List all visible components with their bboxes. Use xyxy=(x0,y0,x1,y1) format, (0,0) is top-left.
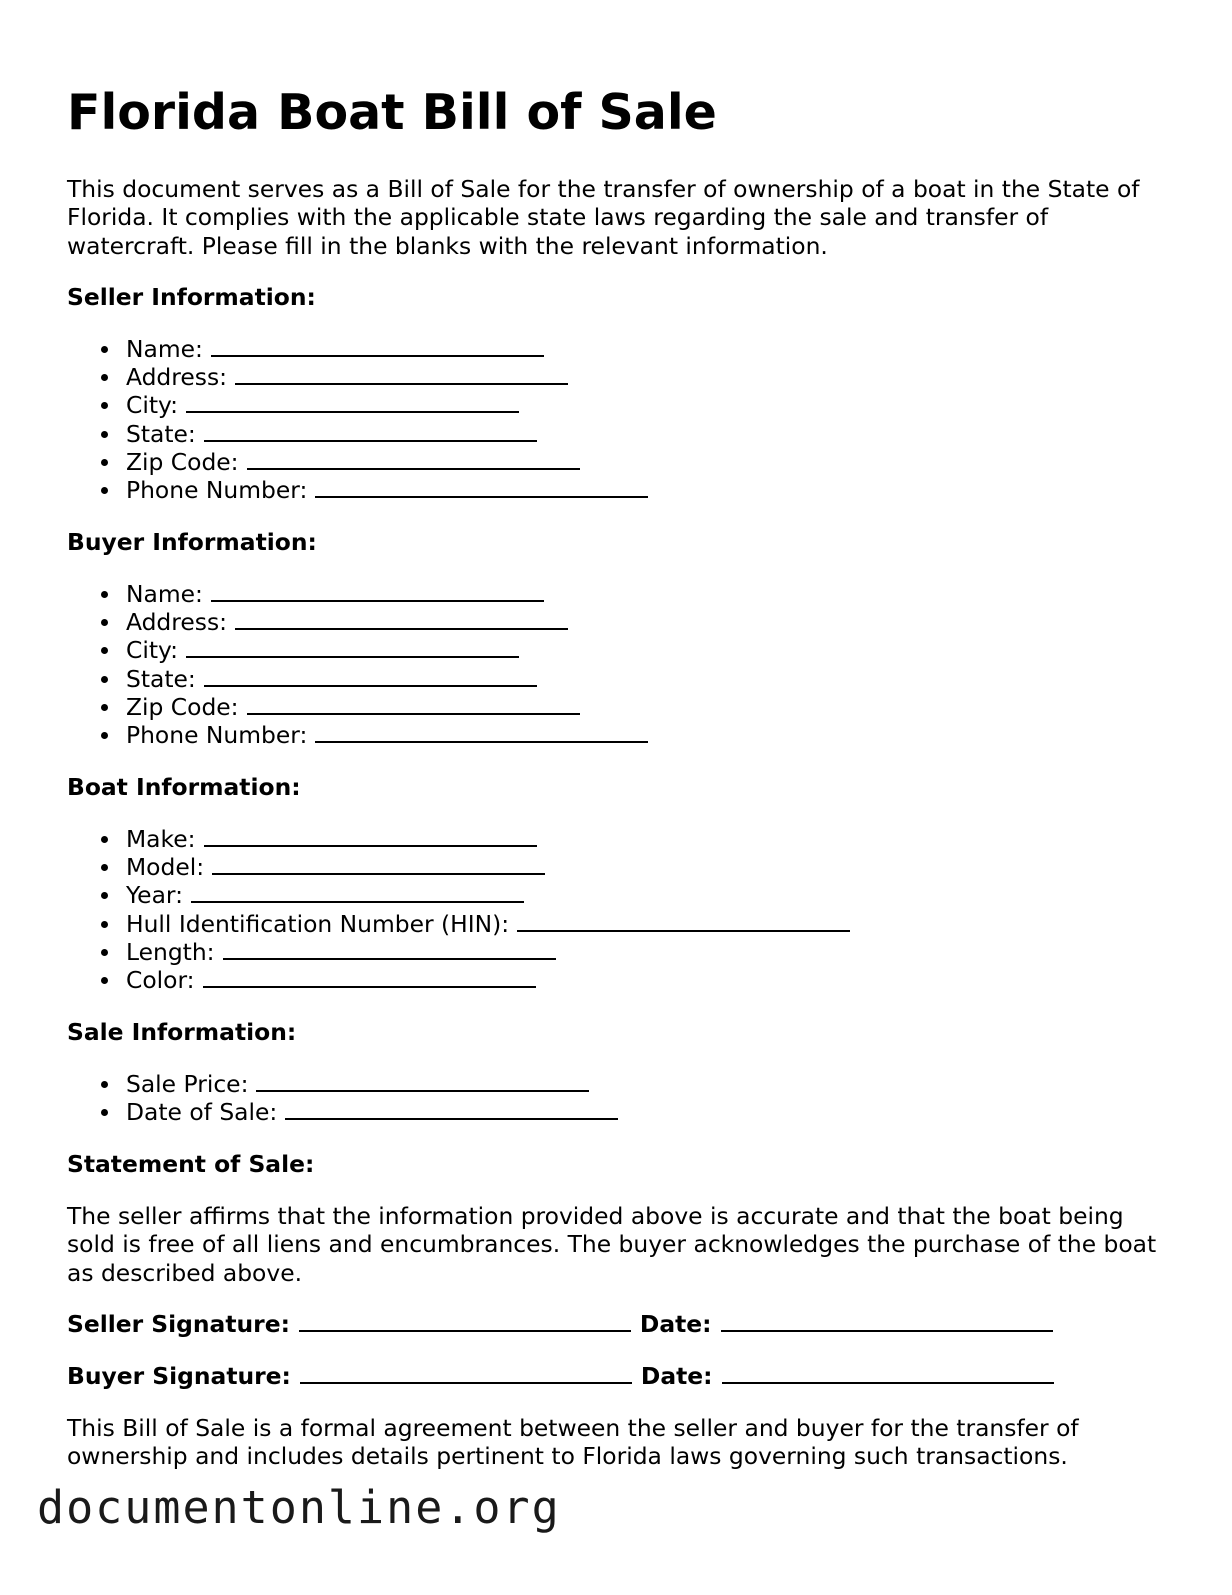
sale-field-list xyxy=(67,1070,618,1126)
field-label: Length: xyxy=(126,937,215,966)
seller-signature-row xyxy=(67,1310,1062,1338)
field-label: Address: xyxy=(126,363,228,392)
buyer-date-label: Date: xyxy=(640,1362,713,1390)
statement-section-heading: Statement of Sale: xyxy=(67,1150,315,1178)
seller-field-list xyxy=(67,335,648,504)
seller-address-blank[interactable] xyxy=(235,363,568,385)
field-label: Date of Sale: xyxy=(126,1098,278,1127)
boat-model-field xyxy=(67,853,850,881)
seller-city-field xyxy=(67,391,648,419)
seller-date-label: Date: xyxy=(639,1310,712,1338)
seller-section-heading: Seller Information: xyxy=(67,283,316,311)
boat-year-field xyxy=(67,881,850,909)
buyer-address-blank[interactable] xyxy=(235,608,568,630)
field-label: Name: xyxy=(126,580,203,608)
field-label: Year: xyxy=(126,881,183,910)
buyer-state-field xyxy=(67,665,648,693)
buyer-date-blank[interactable] xyxy=(722,1362,1054,1384)
field-label: Zip Code: xyxy=(126,447,239,476)
field-label: Phone Number: xyxy=(126,721,308,750)
boat-color-blank[interactable] xyxy=(203,966,536,988)
seller-zip-blank[interactable] xyxy=(247,448,580,470)
sale-section-heading: Sale Information: xyxy=(67,1018,297,1046)
buyer-zip-blank[interactable] xyxy=(247,693,580,715)
boat-length-blank[interactable] xyxy=(223,938,556,960)
buyer-field-list xyxy=(67,580,648,749)
boat-color-field xyxy=(67,966,850,994)
boat-make-blank[interactable] xyxy=(204,825,537,847)
seller-name-blank[interactable] xyxy=(211,335,544,357)
document-title: Florida Boat Bill of Sale xyxy=(67,84,717,141)
field-label: Hull Identification Number (HIN): xyxy=(126,909,510,938)
field-label: State: xyxy=(126,664,196,693)
boat-length-field xyxy=(67,938,850,966)
buyer-name-field xyxy=(67,580,648,608)
field-label: City: xyxy=(126,391,179,420)
watermark: documentonline.org xyxy=(37,1481,561,1534)
sale-date-field xyxy=(67,1098,618,1126)
buyer-signature-label: Buyer Signature: xyxy=(67,1362,291,1390)
seller-state-blank[interactable] xyxy=(204,420,537,442)
field-label: Zip Code: xyxy=(126,692,239,721)
buyer-city-blank[interactable] xyxy=(186,636,519,658)
buyer-state-blank[interactable] xyxy=(204,665,537,687)
field-label: Model: xyxy=(126,853,205,882)
sale-price-field xyxy=(67,1070,618,1098)
field-label: Name: xyxy=(126,335,203,363)
sale-price-blank[interactable] xyxy=(256,1070,589,1092)
buyer-city-field xyxy=(67,636,648,664)
field-label: Phone Number: xyxy=(126,476,308,505)
buyer-phone-field xyxy=(67,721,648,749)
buyer-phone-blank[interactable] xyxy=(315,721,648,743)
seller-city-blank[interactable] xyxy=(186,391,519,413)
field-label: Address: xyxy=(126,608,228,637)
intro-paragraph: This document serves as a Bill of Sale for the transfer of ownership of a boat in the State of Florida. It complies with the applicable state laws regarding the sale and transfer of watercraft. Please fill in the blanks with the relevant information. xyxy=(67,175,1140,260)
seller-phone-field xyxy=(67,476,648,504)
field-label: City: xyxy=(126,636,179,665)
field-label: Sale Price: xyxy=(126,1070,249,1098)
boat-model-blank[interactable] xyxy=(212,853,545,875)
closing-paragraph: This Bill of Sale is a formal agreement between the seller and buyer for the transfer of ownership and includes details pertinent to Florida laws governing such transactions. xyxy=(67,1414,1079,1471)
seller-signature-label: Seller Signature: xyxy=(67,1310,290,1338)
seller-signature-blank[interactable] xyxy=(299,1310,631,1332)
buyer-name-blank[interactable] xyxy=(211,580,544,602)
field-label: Color: xyxy=(126,966,195,995)
boat-year-blank[interactable] xyxy=(191,881,524,903)
boat-hin-field xyxy=(67,910,850,938)
field-label: Make: xyxy=(126,825,196,853)
boat-field-list xyxy=(67,825,850,994)
boat-section-heading: Boat Information: xyxy=(67,773,301,801)
buyer-address-field xyxy=(67,608,648,636)
boat-make-field xyxy=(67,825,850,853)
field-label: State: xyxy=(126,419,196,448)
seller-address-field xyxy=(67,363,648,391)
seller-zip-field xyxy=(67,448,648,476)
sale-date-blank[interactable] xyxy=(285,1098,618,1120)
seller-state-field xyxy=(67,420,648,448)
buyer-zip-field xyxy=(67,693,648,721)
buyer-signature-row xyxy=(67,1362,1063,1390)
statement-paragraph: The seller affirms that the information provided above is accurate and that the boat being sold is free of all liens and encumbrances. The buyer acknowledges the purchase of the boat as described above. xyxy=(67,1202,1157,1287)
seller-date-blank[interactable] xyxy=(721,1310,1053,1332)
buyer-section-heading: Buyer Information: xyxy=(67,528,317,556)
seller-phone-blank[interactable] xyxy=(315,476,648,498)
buyer-signature-blank[interactable] xyxy=(300,1362,632,1384)
seller-name-field xyxy=(67,335,648,363)
boat-hin-blank[interactable] xyxy=(517,910,850,932)
